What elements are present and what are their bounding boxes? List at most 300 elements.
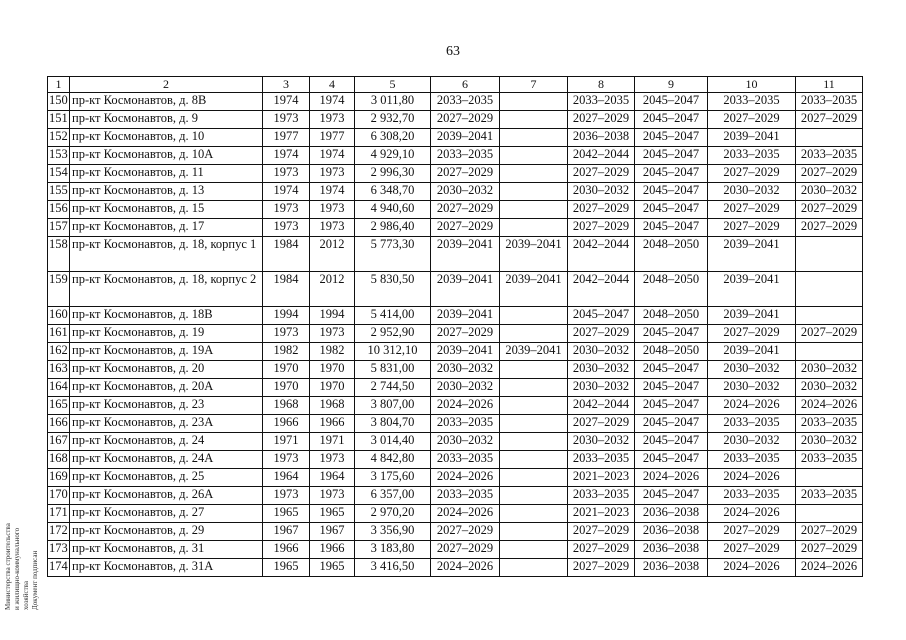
period-cell: 2030–2032 [568, 379, 635, 397]
period-cell: 2027–2029 [796, 165, 863, 183]
period-cell: 2024–2026 [708, 397, 796, 415]
period-cell: 2048–2050 [635, 343, 708, 361]
year-commission-cell: 1973 [310, 165, 355, 183]
year-built-cell: 1984 [263, 237, 310, 272]
year-commission-cell: 1971 [310, 433, 355, 451]
row-number: 152 [48, 129, 70, 147]
period-cell: 2024–2026 [635, 469, 708, 487]
period-cell [500, 129, 568, 147]
period-cell: 2036–2038 [635, 523, 708, 541]
period-cell: 2045–2047 [635, 111, 708, 129]
period-cell: 2030–2032 [568, 183, 635, 201]
address-cell: пр-кт Космонавтов, д. 31 [70, 541, 263, 559]
year-built-cell: 1977 [263, 129, 310, 147]
period-cell [796, 469, 863, 487]
period-cell: 2024–2026 [708, 469, 796, 487]
period-cell: 2027–2029 [796, 201, 863, 219]
table-row [48, 165, 863, 183]
year-commission-cell: 1974 [310, 147, 355, 165]
table-row [48, 415, 863, 433]
period-cell: 2024–2026 [708, 505, 796, 523]
period-cell: 2030–2032 [708, 361, 796, 379]
year-built-cell: 1971 [263, 433, 310, 451]
period-cell [500, 487, 568, 505]
period-cell: 2045–2047 [635, 219, 708, 237]
period-cell: 2033–2035 [431, 487, 500, 505]
period-cell: 2039–2041 [431, 237, 500, 272]
stamp-text: Министерства строительства [4, 523, 12, 610]
period-cell [796, 272, 863, 307]
period-cell: 2030–2032 [568, 433, 635, 451]
period-cell: 2042–2044 [568, 397, 635, 415]
period-cell: 2033–2035 [431, 93, 500, 111]
address-cell: пр-кт Космонавтов, д. 23 [70, 397, 263, 415]
area-cell: 3 175,60 [355, 469, 431, 487]
period-cell: 2027–2029 [568, 415, 635, 433]
period-cell: 2036–2038 [568, 129, 635, 147]
period-cell: 2039–2041 [431, 129, 500, 147]
row-number: 169 [48, 469, 70, 487]
period-cell: 2045–2047 [635, 433, 708, 451]
period-cell: 2027–2029 [796, 541, 863, 559]
area-cell: 4 940,60 [355, 201, 431, 219]
stamp-text: Документ подписан [31, 550, 39, 610]
period-cell: 2027–2029 [796, 325, 863, 343]
area-cell: 3 416,50 [355, 559, 431, 577]
period-cell: 2027–2029 [431, 523, 500, 541]
period-cell: 2039–2041 [708, 343, 796, 361]
period-cell: 2030–2032 [708, 433, 796, 451]
table-row [48, 343, 863, 361]
period-cell: 2033–2035 [568, 451, 635, 469]
period-cell: 2042–2044 [568, 272, 635, 307]
area-cell: 2 952,90 [355, 325, 431, 343]
row-number: 166 [48, 415, 70, 433]
period-cell: 2030–2032 [431, 361, 500, 379]
period-cell [500, 433, 568, 451]
period-cell: 2024–2026 [708, 559, 796, 577]
period-cell: 2045–2047 [635, 379, 708, 397]
area-cell: 6 357,00 [355, 487, 431, 505]
period-cell [500, 415, 568, 433]
year-built-cell: 1974 [263, 147, 310, 165]
year-commission-cell: 1965 [310, 559, 355, 577]
period-cell: 2045–2047 [635, 397, 708, 415]
period-cell [500, 219, 568, 237]
year-built-cell: 1973 [263, 219, 310, 237]
period-cell: 2024–2026 [431, 559, 500, 577]
period-cell: 2039–2041 [431, 307, 500, 325]
table-row [48, 523, 863, 541]
period-cell: 2030–2032 [796, 361, 863, 379]
period-cell: 2045–2047 [635, 451, 708, 469]
year-built-cell: 1965 [263, 505, 310, 523]
period-cell [796, 307, 863, 325]
address-cell: пр-кт Космонавтов, д. 19 [70, 325, 263, 343]
address-cell: пр-кт Космонавтов, д. 18, корпус 2 [70, 272, 263, 307]
year-commission-cell: 1973 [310, 325, 355, 343]
year-commission-cell: 1994 [310, 307, 355, 325]
year-built-cell: 1973 [263, 451, 310, 469]
period-cell: 2027–2029 [568, 165, 635, 183]
address-cell: пр-кт Космонавтов, д. 24А [70, 451, 263, 469]
address-cell: пр-кт Космонавтов, д. 19А [70, 343, 263, 361]
year-commission-cell: 1970 [310, 361, 355, 379]
address-cell: пр-кт Космонавтов, д. 29 [70, 523, 263, 541]
period-cell: 2033–2035 [796, 415, 863, 433]
period-cell: 2027–2029 [708, 219, 796, 237]
table-row [48, 505, 863, 523]
year-built-cell: 1973 [263, 201, 310, 219]
period-cell: 2027–2029 [708, 111, 796, 129]
area-cell: 3 807,00 [355, 397, 431, 415]
period-cell: 2027–2029 [568, 523, 635, 541]
row-number: 165 [48, 397, 70, 415]
period-cell: 2027–2029 [796, 523, 863, 541]
area-cell: 5 830,50 [355, 272, 431, 307]
period-cell: 2048–2050 [635, 307, 708, 325]
year-commission-cell: 1967 [310, 523, 355, 541]
period-cell [500, 397, 568, 415]
address-cell: пр-кт Космонавтов, д. 9 [70, 111, 263, 129]
period-cell: 2033–2035 [708, 147, 796, 165]
period-cell: 2039–2041 [708, 272, 796, 307]
address-cell: пр-кт Космонавтов, д. 17 [70, 219, 263, 237]
period-cell: 2027–2029 [568, 201, 635, 219]
stamp-text: хозяйства [22, 581, 30, 610]
row-number: 155 [48, 183, 70, 201]
column-header: 10 [708, 77, 796, 93]
table-row [48, 397, 863, 415]
period-cell: 2039–2041 [431, 343, 500, 361]
table-row [48, 451, 863, 469]
header-row [48, 77, 863, 93]
period-cell: 2039–2041 [708, 237, 796, 272]
area-cell: 5 831,00 [355, 361, 431, 379]
area-cell: 4 929,10 [355, 147, 431, 165]
period-cell [500, 165, 568, 183]
period-cell [500, 361, 568, 379]
year-commission-cell: 1964 [310, 469, 355, 487]
year-commission-cell: 1973 [310, 451, 355, 469]
period-cell: 2033–2035 [431, 147, 500, 165]
year-commission-cell: 1982 [310, 343, 355, 361]
year-built-cell: 1973 [263, 325, 310, 343]
period-cell: 2027–2029 [568, 541, 635, 559]
address-cell: пр-кт Космонавтов, д. 31А [70, 559, 263, 577]
period-cell: 2027–2029 [708, 325, 796, 343]
period-cell [500, 147, 568, 165]
area-cell: 3 356,90 [355, 523, 431, 541]
period-cell [500, 201, 568, 219]
period-cell: 2021–2023 [568, 469, 635, 487]
address-cell: пр-кт Космонавтов, д. 10А [70, 147, 263, 165]
row-number: 163 [48, 361, 70, 379]
period-cell [500, 183, 568, 201]
period-cell: 2033–2035 [796, 487, 863, 505]
year-commission-cell: 1973 [310, 201, 355, 219]
row-number: 164 [48, 379, 70, 397]
period-cell: 2027–2029 [431, 219, 500, 237]
period-cell: 2033–2035 [431, 415, 500, 433]
row-number: 161 [48, 325, 70, 343]
year-commission-cell: 2012 [310, 272, 355, 307]
period-cell: 2027–2029 [568, 325, 635, 343]
period-cell: 2039–2041 [500, 272, 568, 307]
period-cell: 2030–2032 [568, 343, 635, 361]
period-cell: 2045–2047 [635, 361, 708, 379]
period-cell: 2030–2032 [796, 183, 863, 201]
row-number: 153 [48, 147, 70, 165]
period-cell: 2039–2041 [431, 272, 500, 307]
period-cell: 2045–2047 [635, 183, 708, 201]
area-cell: 3 011,80 [355, 93, 431, 111]
period-cell: 2027–2029 [568, 559, 635, 577]
period-cell [500, 541, 568, 559]
period-cell: 2036–2038 [635, 559, 708, 577]
period-cell: 2024–2026 [431, 505, 500, 523]
table-row [48, 469, 863, 487]
period-cell: 2042–2044 [568, 237, 635, 272]
year-built-cell: 1966 [263, 541, 310, 559]
area-cell: 3 183,80 [355, 541, 431, 559]
period-cell: 2024–2026 [796, 559, 863, 577]
year-commission-cell: 1973 [310, 487, 355, 505]
table-row [48, 559, 863, 577]
row-number: 156 [48, 201, 70, 219]
period-cell [500, 111, 568, 129]
column-header: 9 [635, 77, 708, 93]
year-built-cell: 1970 [263, 379, 310, 397]
period-cell [500, 451, 568, 469]
period-cell: 2033–2035 [796, 147, 863, 165]
row-number: 172 [48, 523, 70, 541]
row-number: 151 [48, 111, 70, 129]
area-cell: 4 842,80 [355, 451, 431, 469]
row-number: 167 [48, 433, 70, 451]
period-cell [500, 307, 568, 325]
period-cell: 2036–2038 [635, 541, 708, 559]
period-cell: 2024–2026 [796, 397, 863, 415]
period-cell: 2039–2041 [708, 129, 796, 147]
period-cell: 2027–2029 [796, 111, 863, 129]
period-cell: 2024–2026 [431, 397, 500, 415]
period-cell: 2039–2041 [500, 237, 568, 272]
year-commission-cell: 1977 [310, 129, 355, 147]
address-cell: пр-кт Космонавтов, д. 13 [70, 183, 263, 201]
period-cell [500, 469, 568, 487]
period-cell [500, 505, 568, 523]
year-built-cell: 1994 [263, 307, 310, 325]
year-commission-cell: 1966 [310, 415, 355, 433]
year-built-cell: 1970 [263, 361, 310, 379]
row-number: 150 [48, 93, 70, 111]
period-cell: 2030–2032 [708, 183, 796, 201]
row-number: 174 [48, 559, 70, 577]
period-cell: 2030–2032 [796, 379, 863, 397]
period-cell: 2045–2047 [568, 307, 635, 325]
period-cell: 2033–2035 [568, 487, 635, 505]
area-cell: 6 348,70 [355, 183, 431, 201]
period-cell: 2045–2047 [635, 93, 708, 111]
period-cell [500, 325, 568, 343]
year-built-cell: 1973 [263, 111, 310, 129]
column-header: 1 [48, 77, 70, 93]
row-number: 162 [48, 343, 70, 361]
row-number: 170 [48, 487, 70, 505]
address-cell: пр-кт Космонавтов, д. 10 [70, 129, 263, 147]
period-cell: 2027–2029 [708, 523, 796, 541]
year-commission-cell: 2012 [310, 237, 355, 272]
period-cell: 2045–2047 [635, 487, 708, 505]
period-cell: 2027–2029 [796, 219, 863, 237]
period-cell: 2027–2029 [431, 165, 500, 183]
period-cell [500, 93, 568, 111]
year-commission-cell: 1970 [310, 379, 355, 397]
address-cell: пр-кт Космонавтов, д. 20 [70, 361, 263, 379]
table-row [48, 129, 863, 147]
row-number: 157 [48, 219, 70, 237]
area-cell: 10 312,10 [355, 343, 431, 361]
period-cell [796, 505, 863, 523]
year-built-cell: 1974 [263, 93, 310, 111]
area-cell: 3 804,70 [355, 415, 431, 433]
period-cell: 2027–2029 [431, 325, 500, 343]
address-cell: пр-кт Космонавтов, д. 15 [70, 201, 263, 219]
year-built-cell: 1974 [263, 183, 310, 201]
table-row [48, 307, 863, 325]
period-cell: 2033–2035 [708, 93, 796, 111]
period-cell: 2027–2029 [568, 219, 635, 237]
address-cell: пр-кт Космонавтов, д. 23А [70, 415, 263, 433]
year-built-cell: 1968 [263, 397, 310, 415]
address-cell: пр-кт Космонавтов, д. 24 [70, 433, 263, 451]
address-cell: пр-кт Космонавтов, д. 27 [70, 505, 263, 523]
table-row [48, 487, 863, 505]
table-row [48, 272, 863, 307]
row-number: 171 [48, 505, 70, 523]
row-number: 158 [48, 237, 70, 272]
period-cell: 2045–2047 [635, 147, 708, 165]
year-built-cell: 1965 [263, 559, 310, 577]
row-number: 160 [48, 307, 70, 325]
table-row [48, 361, 863, 379]
period-cell: 2042–2044 [568, 147, 635, 165]
area-cell: 3 014,40 [355, 433, 431, 451]
year-built-cell: 1967 [263, 523, 310, 541]
period-cell: 2045–2047 [635, 415, 708, 433]
year-built-cell: 1973 [263, 165, 310, 183]
period-cell: 2039–2041 [500, 343, 568, 361]
area-cell: 2 970,20 [355, 505, 431, 523]
period-cell: 2027–2029 [431, 541, 500, 559]
period-cell: 2033–2035 [568, 93, 635, 111]
period-cell: 2024–2026 [431, 469, 500, 487]
table-row [48, 379, 863, 397]
page-number: 63 [446, 44, 460, 59]
column-header: 11 [796, 77, 863, 93]
address-cell: пр-кт Космонавтов, д. 18, корпус 1 [70, 237, 263, 272]
period-cell: 2033–2035 [708, 415, 796, 433]
table-row [48, 147, 863, 165]
row-number: 173 [48, 541, 70, 559]
area-cell: 6 308,20 [355, 129, 431, 147]
year-built-cell: 1964 [263, 469, 310, 487]
period-cell [500, 379, 568, 397]
table-row [48, 111, 863, 129]
period-cell: 2039–2041 [708, 307, 796, 325]
column-header: 5 [355, 77, 431, 93]
column-header: 7 [500, 77, 568, 93]
area-cell: 2 744,50 [355, 379, 431, 397]
period-cell: 2030–2032 [796, 433, 863, 451]
area-cell: 2 932,70 [355, 111, 431, 129]
address-cell: пр-кт Космонавтов, д. 11 [70, 165, 263, 183]
area-cell: 5 773,30 [355, 237, 431, 272]
column-header: 2 [70, 77, 263, 93]
column-header: 6 [431, 77, 500, 93]
period-cell: 2027–2029 [568, 111, 635, 129]
year-commission-cell: 1973 [310, 219, 355, 237]
period-cell [796, 237, 863, 272]
table-row [48, 219, 863, 237]
table-row [48, 201, 863, 219]
table-row [48, 433, 863, 451]
address-cell: пр-кт Космонавтов, д. 8В [70, 93, 263, 111]
table-row [48, 237, 863, 272]
year-commission-cell: 1974 [310, 183, 355, 201]
table-row [48, 93, 863, 111]
period-cell: 2021–2023 [568, 505, 635, 523]
period-cell: 2030–2032 [568, 361, 635, 379]
period-cell: 2030–2032 [431, 379, 500, 397]
column-header: 3 [263, 77, 310, 93]
address-cell: пр-кт Космонавтов, д. 18В [70, 307, 263, 325]
year-commission-cell: 1974 [310, 93, 355, 111]
address-cell: пр-кт Космонавтов, д. 26А [70, 487, 263, 505]
column-header: 8 [568, 77, 635, 93]
period-cell: 2033–2035 [708, 487, 796, 505]
area-cell: 2 996,30 [355, 165, 431, 183]
address-cell: пр-кт Космонавтов, д. 20А [70, 379, 263, 397]
stamp-text: и жилищно-коммунального [13, 527, 21, 610]
year-commission-cell: 1966 [310, 541, 355, 559]
year-commission-cell: 1965 [310, 505, 355, 523]
row-number: 159 [48, 272, 70, 307]
area-cell: 2 986,40 [355, 219, 431, 237]
table-row [48, 325, 863, 343]
column-header: 4 [310, 77, 355, 93]
period-cell: 2048–2050 [635, 237, 708, 272]
row-number: 168 [48, 451, 70, 469]
period-cell: 2030–2032 [431, 183, 500, 201]
period-cell: 2045–2047 [635, 165, 708, 183]
year-built-cell: 1984 [263, 272, 310, 307]
table-row [48, 541, 863, 559]
row-number: 154 [48, 165, 70, 183]
year-commission-cell: 1968 [310, 397, 355, 415]
housing-register-table [47, 76, 863, 577]
registration-stamp [4, 494, 44, 610]
period-cell: 2033–2035 [708, 451, 796, 469]
area-cell: 5 414,00 [355, 307, 431, 325]
table-row [48, 183, 863, 201]
period-cell [796, 343, 863, 361]
period-cell: 2033–2035 [431, 451, 500, 469]
period-cell: 2027–2029 [708, 201, 796, 219]
period-cell [500, 523, 568, 541]
year-built-cell: 1973 [263, 487, 310, 505]
